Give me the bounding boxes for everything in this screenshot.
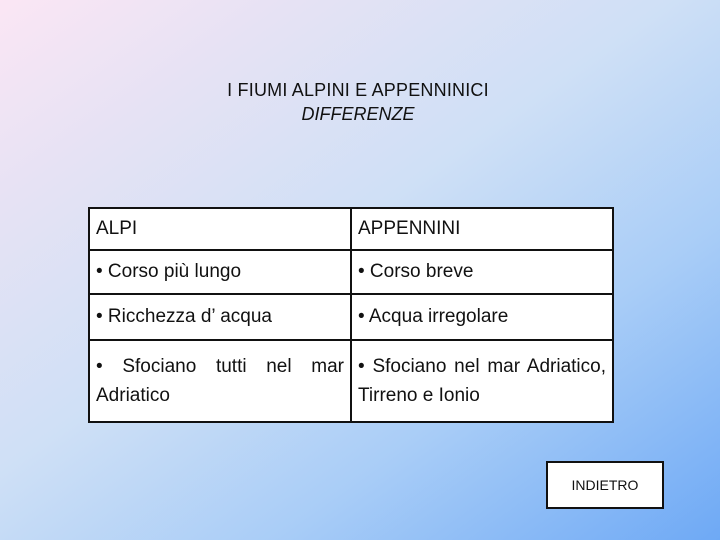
page-subtitle: DIFFERENZE: [301, 104, 415, 124]
header-alpi: ALPI: [89, 208, 351, 250]
cell-appennini-mouth: • Sfociano nel mar Adriatico, Tirreno e Ionio: [351, 340, 613, 422]
table-row: [89, 250, 613, 294]
page-title: I FIUMI ALPINI E APPENNINICI: [227, 80, 489, 100]
back-button-label: INDIETRO: [571, 477, 639, 493]
table-row: [89, 294, 613, 340]
cell-alpi-course: • Corso più lungo: [89, 250, 351, 294]
comparison-table: [88, 207, 614, 423]
table-header-row: [89, 208, 613, 250]
cell-appennini-water: • Acqua irregolare: [351, 294, 613, 340]
header-appennini: APPENNINI: [351, 208, 613, 250]
cell-alpi-mouth: • Sfociano tutti nel mar Adriatico: [89, 340, 351, 422]
back-button[interactable]: [546, 461, 664, 509]
cell-appennini-course: • Corso breve: [351, 250, 613, 294]
slide-title: [0, 78, 716, 126]
cell-alpi-water: • Ricchezza d’ acqua: [89, 294, 351, 340]
table-row: [89, 340, 613, 422]
